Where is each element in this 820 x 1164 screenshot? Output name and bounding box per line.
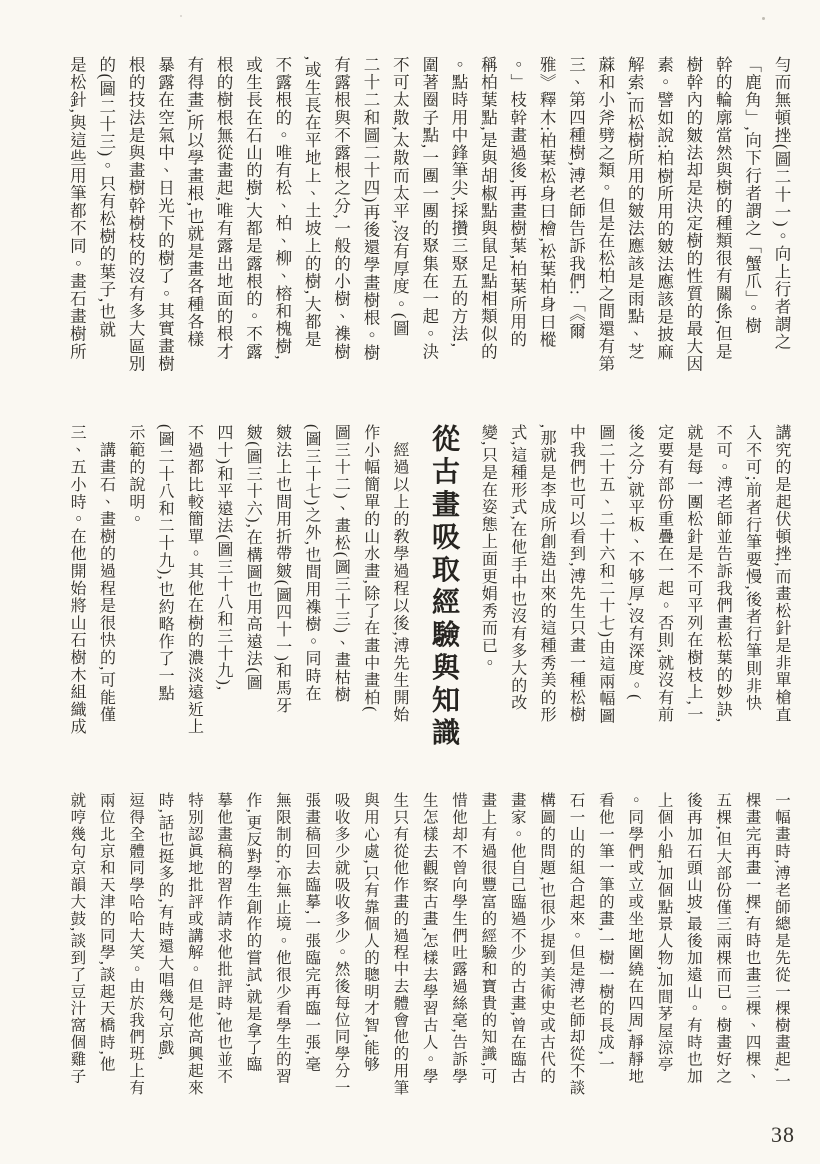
text-block-middle <box>62 424 796 754</box>
paragraphs-before-heading <box>473 424 796 754</box>
text-column: 五棵,但大部份僅三兩棵而已。樹畫好之 <box>714 792 732 1085</box>
text-column: 。點時用中鋒筆尖,採攢三聚五的方法, <box>449 56 469 349</box>
text-column: 不可太散,太散而太平,沒有厚度。(圖 <box>390 56 410 338</box>
text-column: 三、第四種樹,溥老師告訴我們:「《爾 <box>566 56 586 341</box>
text-column: 四十)和平遠法(圖三十八和三十九), <box>214 424 232 692</box>
text-column: 生怎樣去觀察古畫,怎樣去學習古人。學 <box>420 792 438 1085</box>
text-column: 作小幅簡單的山水畫,除了在畫中畫柏( <box>361 424 379 713</box>
text-column: (圖三十七)之外,也間用襍樹。同時在 <box>302 424 320 703</box>
text-column: 一幅畫時,溥老師總是先從一棵樹畫起,一 <box>773 792 790 1090</box>
text-column: 石一山的組合起來。但是溥老師却從不談 <box>567 792 585 1097</box>
text-column: 皴(圖三十六),在構圖也用高遠法(圖 <box>244 424 262 692</box>
text-column: 稱柏葉點,是與胡椒點與鼠足點相類似的 <box>478 56 498 361</box>
text-column: 幹的輪廓當然與樹的種類很有關係,但是 <box>713 56 733 361</box>
paragraphs-after-heading <box>62 424 414 754</box>
text-column: 惜他却不曾向學生們吐露過絲毫,告訴學 <box>450 792 468 1085</box>
text-column: 定要有部份重疊在一起。否則,就沒有前 <box>655 424 673 724</box>
text-column: 就是每一團松針是不可平列在樹枝上,一 <box>684 424 702 724</box>
text-column: 不可。溥老師並告訴我們畫松葉的妙訣, <box>714 424 732 724</box>
text-column: 勻而無頓挫(圖二十一)。向上行者謂之 <box>772 56 791 351</box>
text-column: 逗得全體同學哈哈大笑。由於我們班上有 <box>127 792 145 1097</box>
scan-speck <box>762 17 765 20</box>
text-column: 作,更反對學生創作的嘗試,就是拿了臨 <box>244 792 262 1073</box>
text-column: 圍著圈子點,一團一團的聚集在一起。決 <box>419 56 439 361</box>
text-column: 吸收多少就吸收多少。然後每位同學分一 <box>332 792 350 1097</box>
text-column: 是松針,與這些用筆都不同。畫石畫樹所 <box>67 56 87 361</box>
text-column: 張畫稿回去臨摹,一張臨完再臨一張,毫 <box>303 792 321 1073</box>
text-column: 式,這種形式,在他手中也沒有多大的改 <box>508 424 526 712</box>
text-column: 有得畫,所以學畫根,也就是畫各種各樣 <box>184 56 204 349</box>
text-column: 根的技法是與畫樹幹樹枝的沒有多大區別 <box>126 56 146 373</box>
text-column: 畫上有過很豐富的經驗和寶貴的知識,可 <box>479 792 497 1085</box>
text-column: 入不可;前者行筆要慢,後者行筆則非快 <box>743 424 761 712</box>
text-column: 講畫石、畫樹的過程是很快的,可能僅 <box>97 424 115 724</box>
text-column: 上個小船,加個點景人物,加間茅屋涼亭 <box>655 792 673 1073</box>
text-column: 。同學們或立或坐地圍繞在四周,靜靜地 <box>626 792 644 1085</box>
text-column: 暴露在空氣中、日光下的樹了。其實畫樹 <box>155 56 175 373</box>
text-column: 與用心處,只有靠個人的聰明才智,能够 <box>361 792 379 1073</box>
text-column: 素。譬如說:柏樹所用的皴法應該是披麻 <box>654 56 674 361</box>
text-column: 「鹿角」,向下行者謂之「蟹爪」。樹 <box>742 56 762 335</box>
text-column: 蔴和小斧劈之類。但是在松柏之間還有第 <box>595 56 615 373</box>
text-column: 。」枝幹畫過後,再畫樹葉,柏葉所用的 <box>507 56 527 349</box>
text-column: 無限制的,亦無止境。他很少看學生的習 <box>273 792 291 1085</box>
text-column: 不過都比較簡單。其他在樹的濃淡遠近上 <box>185 424 203 736</box>
text-column: 的(圖二十三)。只有松樹的葉子,也就 <box>96 56 116 339</box>
text-column: 棵畫完再畫一棵,有時也畫三棵、四棵、 <box>743 792 761 1085</box>
text-column: 摹他畫稿的習作請求他批評時,他也並不 <box>215 792 233 1085</box>
text-column: 生只有從他作畫的過程中去體會他的用筆 <box>391 792 409 1097</box>
text-column: 講究的是起伏頓挫,而畫松針是非單槍直 <box>773 424 790 724</box>
scan-speck <box>180 15 182 17</box>
text-column: 皴法上也間用折帶皴(圖四十一)和馬牙 <box>273 424 291 715</box>
text-column: 變,只是在姿態上面更娟秀而已。 <box>479 424 497 672</box>
text-column: 後之分,就平板、不够厚,沒有深度。( <box>626 424 644 701</box>
text-column: 有露根與不露根之分,一般的小樹、襍樹 <box>331 56 351 361</box>
text-column: 解索,而松樹所用的皴法應該是雨點、芝 <box>625 56 645 361</box>
text-block-top <box>62 56 796 394</box>
text-column: 就哼幾句京韻大鼓,談到了豆汁窩個雞子 <box>68 792 86 1085</box>
text-column: 經過以上的敎學過程以後,溥先生開始 <box>391 424 409 724</box>
text-column: 特別認眞地批評或講解。但是他高興起來 <box>185 792 203 1097</box>
text-column: 二十二和圖二十四)再後還學畫樹根。樹 <box>360 56 380 362</box>
text-column: 後再加石頭山坡,最後加遠山。有時也加 <box>684 792 702 1085</box>
text-column: ,或生長在平地上、土坡上的樹,大都是 <box>302 56 322 349</box>
text-column: 時,話也挺多的,有時還大唱幾句京戲, <box>156 792 174 1062</box>
text-column: 構圖的問題,也很少提到美術史或古代的 <box>538 792 556 1085</box>
text-column: 根的樹根無從畫起,唯有露出地面的根才 <box>214 56 234 361</box>
text-column: 示範的說明。 <box>126 424 144 528</box>
text-column: 中我們也可以看到,溥先生只畫一種松樹 <box>567 424 585 724</box>
text-column: 兩位北京和天津的同學,談起天橋時,他 <box>97 792 115 1073</box>
text-column: 樹幹內的皴法却是決定樹的性質的最大因 <box>683 56 703 373</box>
text-column: 看他一筆一筆的畫,一樹一樹的長成,一 <box>596 792 614 1073</box>
text-column: 雅》釋木:柏葉松身曰檜,松葉柏身曰樅 <box>537 56 557 349</box>
text-column: (圖二十八和二十九),也約略作了一點 <box>156 424 174 703</box>
section-heading: 從古畫吸取經驗與知識 <box>428 424 460 750</box>
text-column: 三、五小時。在他開始將山石樹木組織成 <box>68 424 86 736</box>
text-column: 畫家。他自己臨過不少的古畫,曾在臨古 <box>508 792 526 1085</box>
text-column: 不露根的。唯有松、柏、柳、榕和槐樹, <box>272 56 292 361</box>
text-column: 或生長在石山的樹,大都是露根的。不露 <box>243 56 263 361</box>
text-column: 圖三十二)、畫松(圖三十三)、畫枯樹 <box>332 424 350 704</box>
page-number: 38 <box>771 1122 795 1147</box>
text-column: 圖二十五、二十六和二十七)由這兩幅圖 <box>596 424 614 725</box>
text-block-bottom <box>62 792 796 1118</box>
text-column: ,那就是李成所創造出來的這種秀美的形 <box>538 424 556 724</box>
